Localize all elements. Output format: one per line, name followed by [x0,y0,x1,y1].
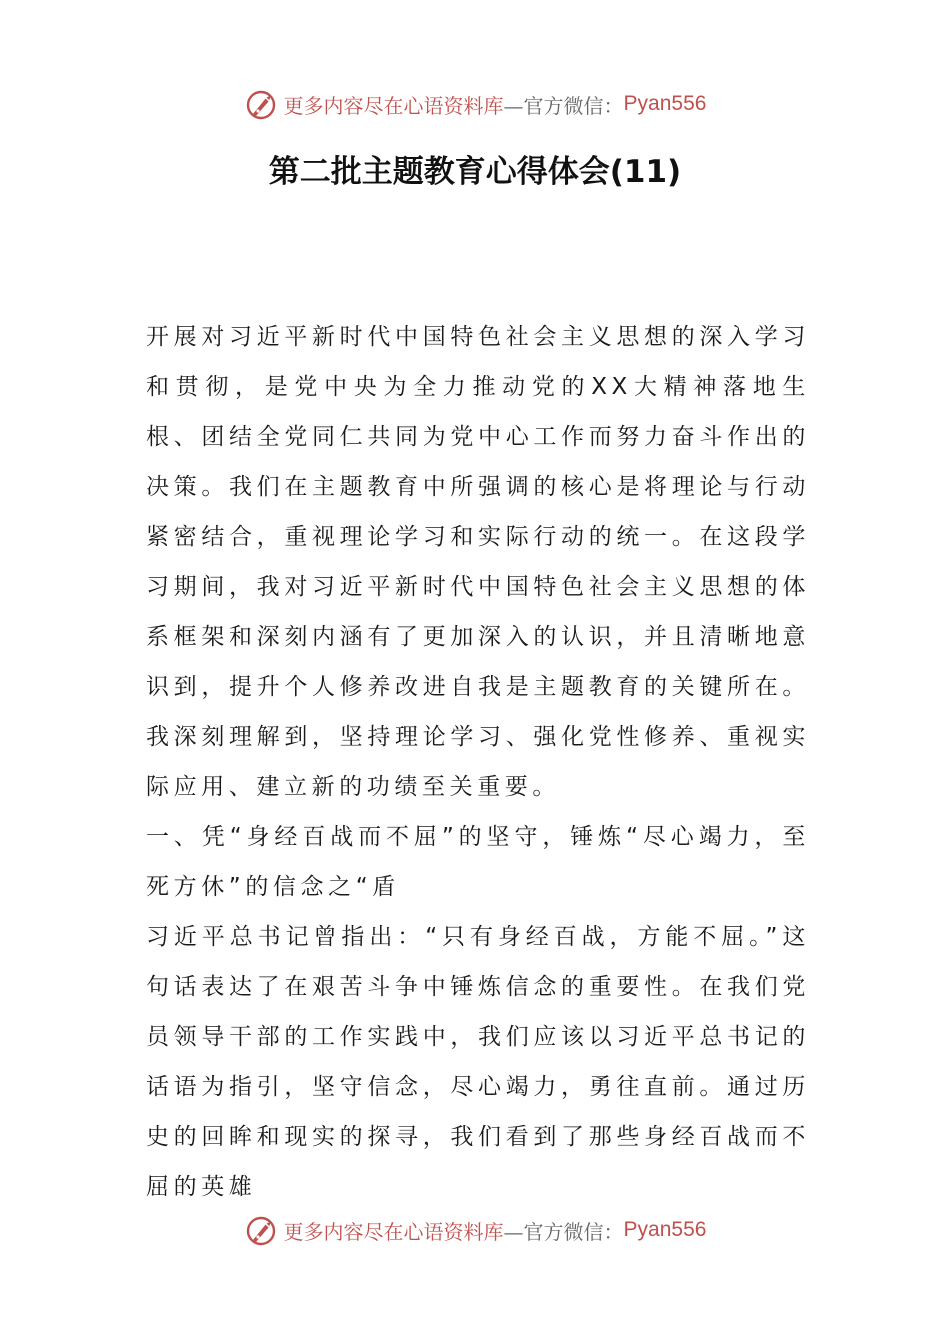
banner-text: 更多内容尽在心语资料库 [283,93,504,118]
footer-banner [0,1210,950,1250]
pen-nib-circle-icon [244,1212,280,1248]
document-body [146,312,810,1212]
document-title: 第二批主题教育心得体会(11) [268,154,682,190]
wechat-id: Pyan556 [623,1218,707,1241]
paragraph-section-1: 习近平总书记曾指出：“只有身经百战，方能不屈。”这句话表达了在艰苦斗争中锤炼信念的重要性。在我们党员领导干部的工作实践中，我们应该以习近平总书记的话语为指引，坚守信念，尽心竭力，勇往直前。通过历史的回眸和现实的探寻，我们看到了那些身经百战而不屈的英雄 [146,924,810,1200]
header-banner [0,84,950,124]
wechat-id: Pyan556 [623,92,707,115]
banner-separator: —官方微信： [503,93,624,118]
section-heading-1: 一、凭“身经百战而不屈”的坚守，锤炼“尽心竭力，至死方休”的信念之“盾 [146,824,810,900]
pen-nib-circle-icon [244,86,280,122]
paragraph-intro: 开展对习近平新时代中国特色社会主义思想的深入学习和贯彻，是党中央为全力推动党的XX大精神落地生根、团结全党同仁共同为党中心工作而努力奋斗作出的决策。我们在主题教育中所强调的核心是将理论与行动紧密结合，重视理论学习和实际行动的统一。在这段学习期间，我对习近平新时代中国特色社会主义思想的体系框架和深刻内涵有了更加深入的认识，并且清晰地意识到，提升个人修养改进自我是主题教育的关键所在。我深刻理解到，坚持理论学习、强化党性修养、重视实际应用、建立新的功绩至关重要。 [146,324,810,800]
banner-text: 更多内容尽在心语资料库 [283,1219,504,1244]
banner-separator: —官方微信： [503,1219,624,1244]
